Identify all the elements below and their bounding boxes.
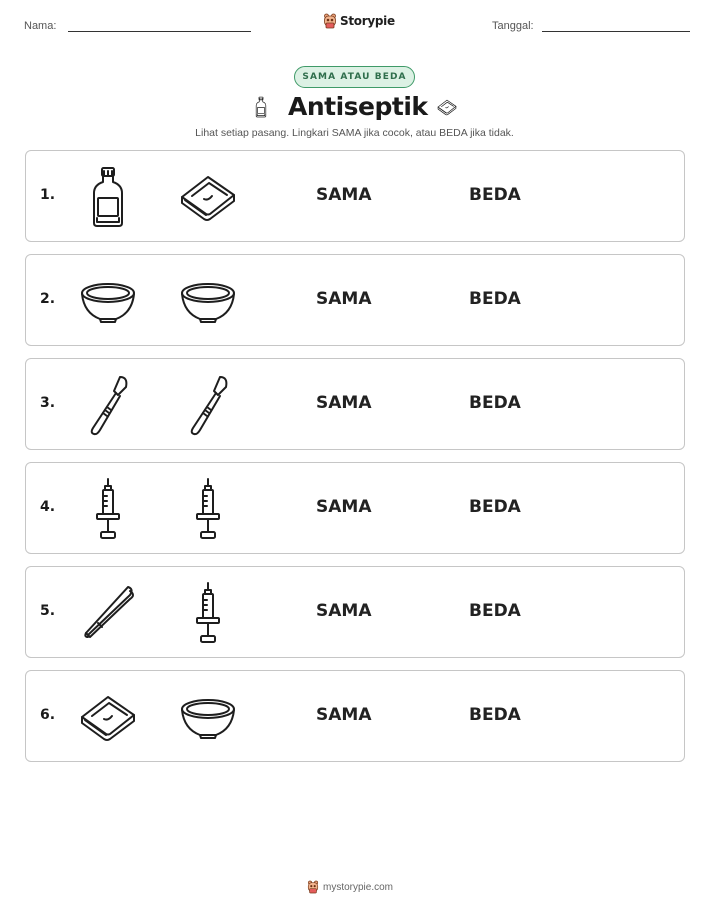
brand-name: Storypie bbox=[340, 14, 395, 28]
brand-logo bbox=[323, 13, 395, 29]
row-number: 5. bbox=[40, 603, 56, 619]
same-option[interactable]: SAMA bbox=[316, 601, 372, 621]
scalpel-icon bbox=[176, 373, 240, 437]
question-row bbox=[25, 462, 685, 554]
bowl-icon bbox=[176, 685, 240, 749]
syringe-icon bbox=[176, 581, 240, 645]
different-option[interactable]: BEDA bbox=[469, 497, 521, 517]
date-line[interactable] bbox=[542, 31, 690, 32]
row-number: 3. bbox=[40, 395, 56, 411]
name-line[interactable] bbox=[68, 31, 251, 32]
same-option[interactable]: SAMA bbox=[316, 497, 372, 517]
same-option[interactable]: SAMA bbox=[316, 185, 372, 205]
same-option[interactable]: SAMA bbox=[316, 289, 372, 309]
question-row bbox=[25, 358, 685, 450]
scalpel-icon bbox=[76, 373, 140, 437]
different-option[interactable]: BEDA bbox=[469, 705, 521, 725]
question-row bbox=[25, 670, 685, 762]
bottle-icon bbox=[76, 165, 140, 229]
storypie-logo-icon bbox=[323, 13, 337, 29]
different-option[interactable]: BEDA bbox=[469, 289, 521, 309]
same-option[interactable]: SAMA bbox=[316, 705, 372, 725]
instructions: Lihat setiap pasang. Lingkari SAMA jika cocok, atau BEDA jika tidak. bbox=[195, 127, 514, 139]
page-title: Antiseptik bbox=[288, 92, 428, 121]
name-field[interactable] bbox=[24, 20, 251, 32]
rows-container bbox=[25, 150, 685, 774]
row-number: 2. bbox=[40, 291, 56, 307]
date-label: Tanggal: bbox=[492, 20, 534, 32]
bottle-icon bbox=[250, 93, 272, 121]
date-field[interactable] bbox=[492, 20, 690, 32]
gauze-icon bbox=[176, 165, 240, 229]
storypie-logo-icon bbox=[307, 880, 319, 894]
title-row bbox=[0, 92, 709, 122]
question-row bbox=[25, 254, 685, 346]
footer bbox=[307, 880, 393, 894]
bowl-icon bbox=[176, 269, 240, 333]
tweezers-icon bbox=[76, 581, 140, 645]
question-row bbox=[25, 566, 685, 658]
bowl-icon bbox=[76, 269, 140, 333]
question-row bbox=[25, 150, 685, 242]
row-number: 1. bbox=[40, 187, 56, 203]
row-number: 6. bbox=[40, 707, 56, 723]
footer-url[interactable]: mystorypie.com bbox=[323, 881, 394, 893]
gauze-icon bbox=[433, 96, 461, 118]
same-option[interactable]: SAMA bbox=[316, 393, 372, 413]
name-label: Nama: bbox=[24, 20, 57, 32]
different-option[interactable]: BEDA bbox=[469, 393, 521, 413]
syringe-icon bbox=[76, 477, 140, 541]
row-number: 4. bbox=[40, 499, 56, 515]
activity-badge: SAMA ATAU BEDA bbox=[294, 66, 415, 88]
different-option[interactable]: BEDA bbox=[469, 601, 521, 621]
syringe-icon bbox=[176, 477, 240, 541]
different-option[interactable]: BEDA bbox=[469, 185, 521, 205]
gauze-icon bbox=[76, 685, 140, 749]
